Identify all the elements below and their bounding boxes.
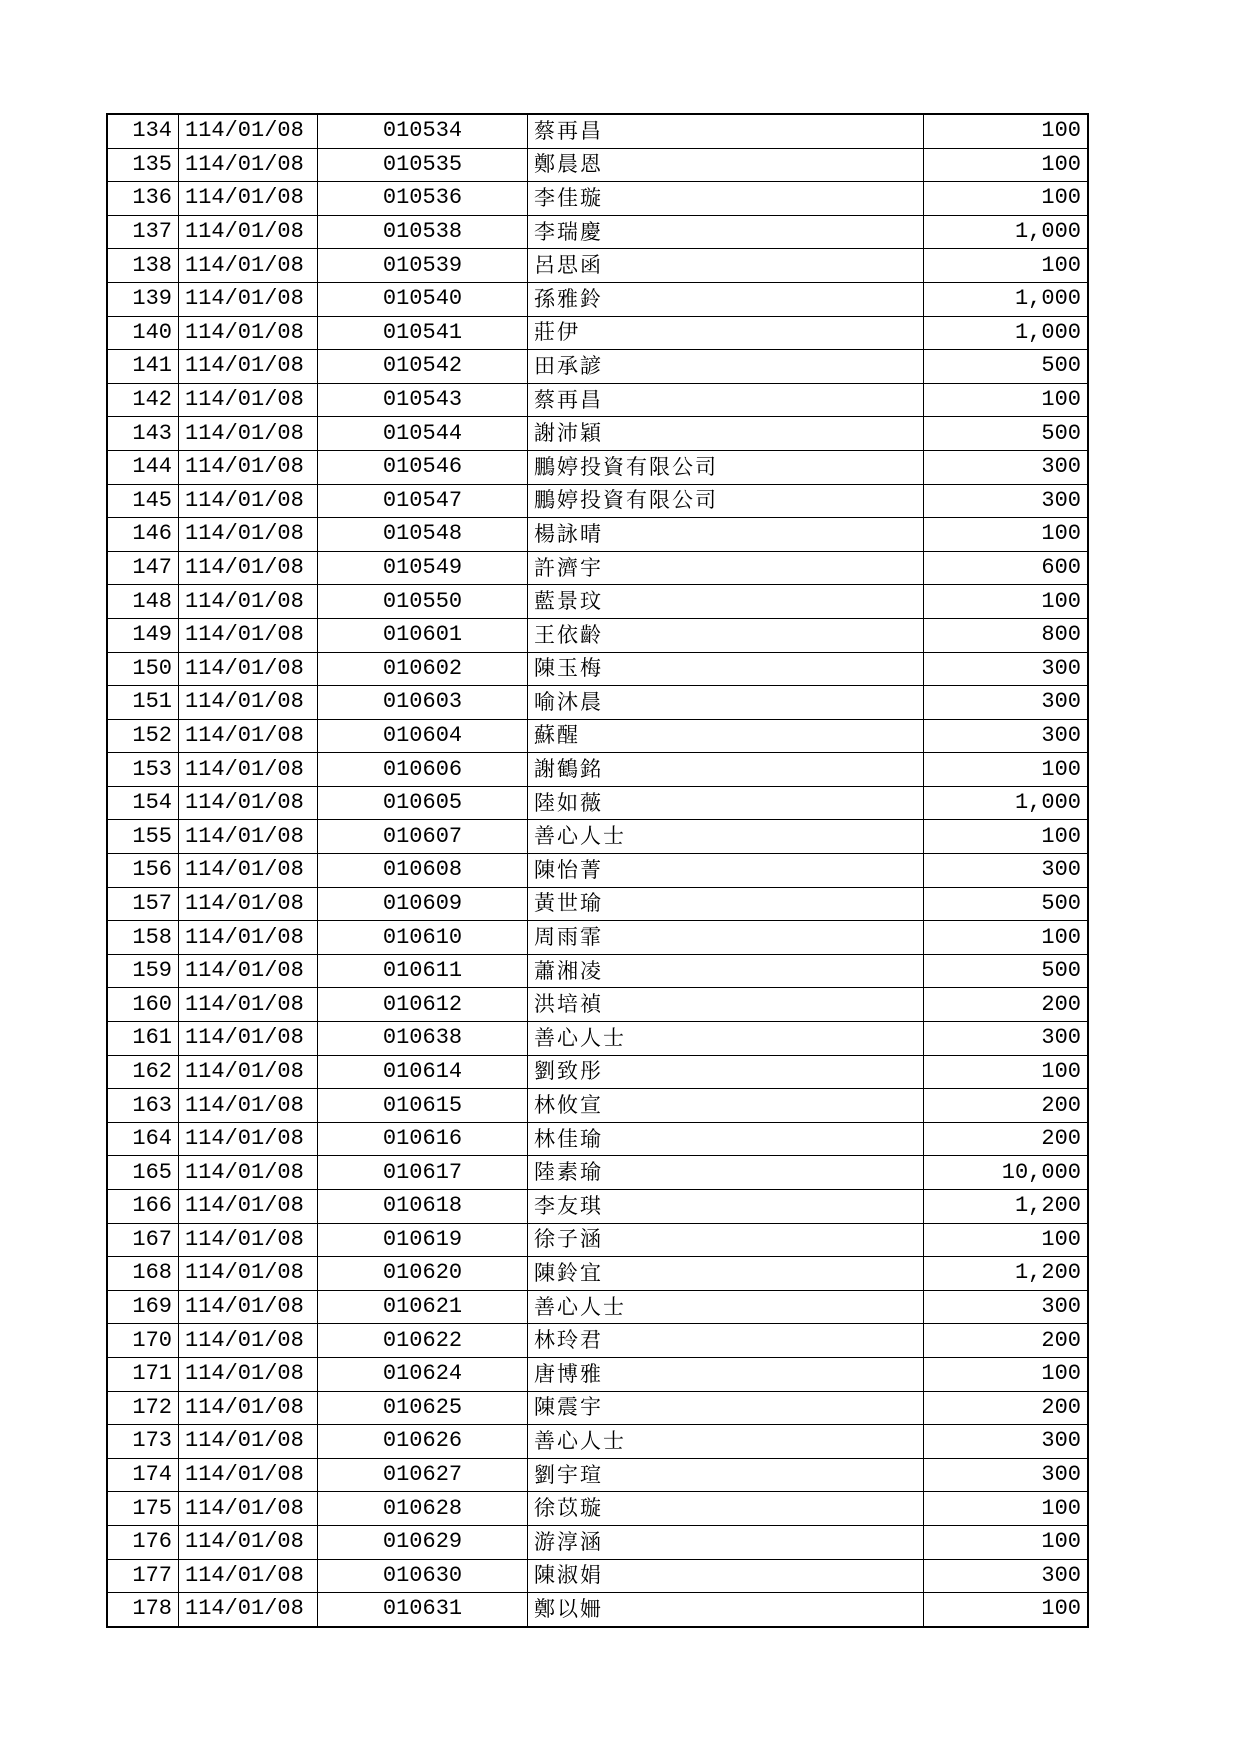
receipt-number-cell: 010614 (318, 1055, 528, 1089)
amount-cell: 500 (924, 954, 1089, 988)
row-number: 172 (107, 1391, 179, 1425)
receipt-number-cell: 010608 (318, 854, 528, 888)
receipt-number-cell: 010628 (318, 1492, 528, 1526)
receipt-number-cell: 010621 (318, 1290, 528, 1324)
date-cell: 114/01/08 (179, 1458, 318, 1492)
row-number: 174 (107, 1458, 179, 1492)
donor-name-cell: 蘇醒 (528, 719, 924, 753)
table-row (107, 383, 1088, 417)
receipt-number-cell: 010616 (318, 1122, 528, 1156)
table-row (107, 215, 1088, 249)
row-number: 150 (107, 652, 179, 686)
receipt-number-cell: 010611 (318, 954, 528, 988)
row-number: 153 (107, 753, 179, 787)
table-row (107, 1223, 1088, 1257)
date-cell: 114/01/08 (179, 182, 318, 216)
table-row (107, 1425, 1088, 1459)
receipt-number-cell: 010541 (318, 316, 528, 350)
donor-name-cell: 陳玉梅 (528, 652, 924, 686)
row-number: 173 (107, 1425, 179, 1459)
row-number: 152 (107, 719, 179, 753)
row-number: 135 (107, 148, 179, 182)
receipt-number-cell: 010612 (318, 988, 528, 1022)
donor-name-cell: 周雨霏 (528, 921, 924, 955)
row-number: 144 (107, 450, 179, 484)
row-number: 177 (107, 1559, 179, 1593)
date-cell: 114/01/08 (179, 820, 318, 854)
row-number: 162 (107, 1055, 179, 1089)
receipt-number-cell: 010629 (318, 1525, 528, 1559)
amount-cell: 200 (924, 1324, 1089, 1358)
table-row (107, 988, 1088, 1022)
row-number: 155 (107, 820, 179, 854)
receipt-number-cell: 010544 (318, 417, 528, 451)
table-row (107, 182, 1088, 216)
amount-cell: 300 (924, 1559, 1089, 1593)
amount-cell: 800 (924, 618, 1089, 652)
table-row (107, 484, 1088, 518)
table-row (107, 1525, 1088, 1559)
date-cell: 114/01/08 (179, 1525, 318, 1559)
donor-name-cell: 李友琪 (528, 1190, 924, 1224)
amount-cell: 300 (924, 1458, 1089, 1492)
receipt-number-cell: 010538 (318, 215, 528, 249)
date-cell: 114/01/08 (179, 618, 318, 652)
donor-name-cell: 劉致彤 (528, 1055, 924, 1089)
date-cell: 114/01/08 (179, 148, 318, 182)
row-number: 136 (107, 182, 179, 216)
donor-name-cell: 李佳璇 (528, 182, 924, 216)
date-cell: 114/01/08 (179, 484, 318, 518)
amount-cell: 100 (924, 383, 1089, 417)
amount-cell: 300 (924, 450, 1089, 484)
date-cell: 114/01/08 (179, 1559, 318, 1593)
receipt-number-cell: 010601 (318, 618, 528, 652)
row-number: 156 (107, 854, 179, 888)
receipt-number-cell: 010550 (318, 585, 528, 619)
donor-name-cell: 林玲君 (528, 1324, 924, 1358)
amount-cell: 10,000 (924, 1156, 1089, 1190)
amount-cell: 300 (924, 484, 1089, 518)
table-row (107, 1492, 1088, 1526)
table-row (107, 282, 1088, 316)
date-cell: 114/01/08 (179, 1593, 318, 1627)
receipt-number-cell: 010610 (318, 921, 528, 955)
table-row (107, 551, 1088, 585)
donor-name-cell: 洪培禎 (528, 988, 924, 1022)
table-row (107, 1290, 1088, 1324)
table-row (107, 686, 1088, 720)
receipt-number-cell: 010548 (318, 518, 528, 552)
receipt-number-cell: 010630 (318, 1559, 528, 1593)
donor-name-cell: 陸素瑜 (528, 1156, 924, 1190)
table-row (107, 1391, 1088, 1425)
receipt-number-cell: 010540 (318, 282, 528, 316)
receipt-number-cell: 010546 (318, 450, 528, 484)
date-cell: 114/01/08 (179, 1156, 318, 1190)
date-cell: 114/01/08 (179, 921, 318, 955)
table-row (107, 1593, 1088, 1627)
table-row (107, 954, 1088, 988)
amount-cell: 200 (924, 988, 1089, 1022)
row-number: 164 (107, 1122, 179, 1156)
donor-name-cell: 鵬婷投資有限公司 (528, 484, 924, 518)
date-cell: 114/01/08 (179, 518, 318, 552)
donor-name-cell: 楊詠晴 (528, 518, 924, 552)
amount-cell: 100 (924, 249, 1089, 283)
amount-cell: 1,000 (924, 786, 1089, 820)
amount-cell: 600 (924, 551, 1089, 585)
table-row (107, 1022, 1088, 1056)
receipt-number-cell: 010609 (318, 887, 528, 921)
table-row (107, 1324, 1088, 1358)
date-cell: 114/01/08 (179, 316, 318, 350)
date-cell: 114/01/08 (179, 719, 318, 753)
donor-name-cell: 田承諺 (528, 350, 924, 384)
donor-name-cell: 鵬婷投資有限公司 (528, 450, 924, 484)
amount-cell: 300 (924, 1425, 1089, 1459)
row-number: 178 (107, 1593, 179, 1627)
amount-cell: 100 (924, 518, 1089, 552)
donation-table (106, 113, 1089, 1628)
amount-cell: 100 (924, 1223, 1089, 1257)
donation-rows (107, 114, 1088, 1627)
row-number: 163 (107, 1089, 179, 1123)
date-cell: 114/01/08 (179, 450, 318, 484)
date-cell: 114/01/08 (179, 1357, 318, 1391)
amount-cell: 100 (924, 1492, 1089, 1526)
row-number: 149 (107, 618, 179, 652)
table-row (107, 820, 1088, 854)
row-number: 171 (107, 1357, 179, 1391)
receipt-number-cell: 010638 (318, 1022, 528, 1056)
receipt-number-cell: 010535 (318, 148, 528, 182)
table-row (107, 518, 1088, 552)
date-cell: 114/01/08 (179, 215, 318, 249)
donor-name-cell: 徐子涵 (528, 1223, 924, 1257)
receipt-number-cell: 010627 (318, 1458, 528, 1492)
date-cell: 114/01/08 (179, 282, 318, 316)
donor-name-cell: 善心人士 (528, 820, 924, 854)
table-row (107, 753, 1088, 787)
donor-name-cell: 謝沛穎 (528, 417, 924, 451)
donor-name-cell: 王依齡 (528, 618, 924, 652)
table-row (107, 1458, 1088, 1492)
row-number: 161 (107, 1022, 179, 1056)
amount-cell: 1,000 (924, 282, 1089, 316)
row-number: 140 (107, 316, 179, 350)
date-cell: 114/01/08 (179, 786, 318, 820)
date-cell: 114/01/08 (179, 1492, 318, 1526)
amount-cell: 200 (924, 1089, 1089, 1123)
date-cell: 114/01/08 (179, 1391, 318, 1425)
receipt-number-cell: 010624 (318, 1357, 528, 1391)
row-number: 138 (107, 249, 179, 283)
date-cell: 114/01/08 (179, 350, 318, 384)
donor-name-cell: 唐博雅 (528, 1357, 924, 1391)
table-row (107, 316, 1088, 350)
row-number: 139 (107, 282, 179, 316)
table-row (107, 114, 1088, 148)
row-number: 170 (107, 1324, 179, 1358)
receipt-number-cell: 010625 (318, 1391, 528, 1425)
table-row (107, 1055, 1088, 1089)
date-cell: 114/01/08 (179, 1055, 318, 1089)
table-row (107, 719, 1088, 753)
date-cell: 114/01/08 (179, 854, 318, 888)
receipt-number-cell: 010604 (318, 719, 528, 753)
date-cell: 114/01/08 (179, 249, 318, 283)
amount-cell: 100 (924, 820, 1089, 854)
receipt-number-cell: 010534 (318, 114, 528, 148)
table-row (107, 585, 1088, 619)
donor-name-cell: 孫雅鈴 (528, 282, 924, 316)
amount-cell: 300 (924, 652, 1089, 686)
table-row (107, 417, 1088, 451)
table-row (107, 1559, 1088, 1593)
receipt-number-cell: 010542 (318, 350, 528, 384)
date-cell: 114/01/08 (179, 383, 318, 417)
row-number: 143 (107, 417, 179, 451)
date-cell: 114/01/08 (179, 753, 318, 787)
amount-cell: 300 (924, 1290, 1089, 1324)
row-number: 145 (107, 484, 179, 518)
amount-cell: 300 (924, 854, 1089, 888)
donor-name-cell: 李瑞慶 (528, 215, 924, 249)
amount-cell: 100 (924, 753, 1089, 787)
row-number: 158 (107, 921, 179, 955)
donor-name-cell: 呂思函 (528, 249, 924, 283)
amount-cell: 300 (924, 1022, 1089, 1056)
amount-cell: 1,200 (924, 1190, 1089, 1224)
receipt-number-cell: 010549 (318, 551, 528, 585)
receipt-number-cell: 010631 (318, 1593, 528, 1627)
donor-name-cell: 蕭湘凌 (528, 954, 924, 988)
receipt-number-cell: 010607 (318, 820, 528, 854)
row-number: 176 (107, 1525, 179, 1559)
row-number: 141 (107, 350, 179, 384)
date-cell: 114/01/08 (179, 1122, 318, 1156)
date-cell: 114/01/08 (179, 417, 318, 451)
amount-cell: 100 (924, 1055, 1089, 1089)
table-row (107, 1190, 1088, 1224)
donor-name-cell: 喻沐晨 (528, 686, 924, 720)
receipt-number-cell: 010547 (318, 484, 528, 518)
donor-name-cell: 陳淑娟 (528, 1559, 924, 1593)
row-number: 166 (107, 1190, 179, 1224)
receipt-number-cell: 010543 (318, 383, 528, 417)
table-row (107, 1257, 1088, 1291)
row-number: 148 (107, 585, 179, 619)
date-cell: 114/01/08 (179, 1324, 318, 1358)
amount-cell: 1,000 (924, 316, 1089, 350)
row-number: 159 (107, 954, 179, 988)
amount-cell: 100 (924, 1357, 1089, 1391)
row-number: 147 (107, 551, 179, 585)
donor-name-cell: 游淳涵 (528, 1525, 924, 1559)
receipt-number-cell: 010618 (318, 1190, 528, 1224)
amount-cell: 300 (924, 719, 1089, 753)
donor-name-cell: 藍景玟 (528, 585, 924, 619)
row-number: 169 (107, 1290, 179, 1324)
date-cell: 114/01/08 (179, 1022, 318, 1056)
date-cell: 114/01/08 (179, 1089, 318, 1123)
date-cell: 114/01/08 (179, 1190, 318, 1224)
donor-name-cell: 林攸宣 (528, 1089, 924, 1123)
amount-cell: 100 (924, 585, 1089, 619)
donor-name-cell: 黃世瑜 (528, 887, 924, 921)
donor-name-cell: 鄭以姍 (528, 1593, 924, 1627)
row-number: 160 (107, 988, 179, 1022)
table-row (107, 350, 1088, 384)
date-cell: 114/01/08 (179, 686, 318, 720)
donor-name-cell: 蔡再昌 (528, 383, 924, 417)
row-number: 142 (107, 383, 179, 417)
amount-cell: 100 (924, 182, 1089, 216)
date-cell: 114/01/08 (179, 585, 318, 619)
receipt-number-cell: 010539 (318, 249, 528, 283)
amount-cell: 1,000 (924, 215, 1089, 249)
row-number: 157 (107, 887, 179, 921)
amount-cell: 100 (924, 114, 1089, 148)
table-row (107, 652, 1088, 686)
table-row (107, 618, 1088, 652)
amount-cell: 100 (924, 921, 1089, 955)
row-number: 165 (107, 1156, 179, 1190)
amount-cell: 500 (924, 887, 1089, 921)
donor-name-cell: 蔡再昌 (528, 114, 924, 148)
receipt-number-cell: 010620 (318, 1257, 528, 1291)
donor-name-cell: 林佳瑜 (528, 1122, 924, 1156)
donor-name-cell: 陳怡菁 (528, 854, 924, 888)
donor-name-cell: 劉宇瑄 (528, 1458, 924, 1492)
donor-name-cell: 莊伊 (528, 316, 924, 350)
date-cell: 114/01/08 (179, 1425, 318, 1459)
amount-cell: 100 (924, 1525, 1089, 1559)
amount-cell: 500 (924, 350, 1089, 384)
table-row (107, 1357, 1088, 1391)
date-cell: 114/01/08 (179, 1223, 318, 1257)
receipt-number-cell: 010605 (318, 786, 528, 820)
receipt-number-cell: 010606 (318, 753, 528, 787)
row-number: 146 (107, 518, 179, 552)
donor-name-cell: 善心人士 (528, 1022, 924, 1056)
amount-cell: 100 (924, 148, 1089, 182)
row-number: 151 (107, 686, 179, 720)
row-number: 137 (107, 215, 179, 249)
row-number: 167 (107, 1223, 179, 1257)
row-number: 154 (107, 786, 179, 820)
receipt-number-cell: 010536 (318, 182, 528, 216)
row-number: 175 (107, 1492, 179, 1526)
date-cell: 114/01/08 (179, 114, 318, 148)
table-row (107, 148, 1088, 182)
date-cell: 114/01/08 (179, 954, 318, 988)
amount-cell: 1,200 (924, 1257, 1089, 1291)
row-number: 168 (107, 1257, 179, 1291)
donor-name-cell: 善心人士 (528, 1290, 924, 1324)
table-row (107, 887, 1088, 921)
donor-name-cell: 徐苡璇 (528, 1492, 924, 1526)
donor-name-cell: 陳鈴宜 (528, 1257, 924, 1291)
row-number: 134 (107, 114, 179, 148)
amount-cell: 200 (924, 1391, 1089, 1425)
table-row (107, 1156, 1088, 1190)
receipt-number-cell: 010626 (318, 1425, 528, 1459)
donor-name-cell: 許濟宇 (528, 551, 924, 585)
receipt-number-cell: 010622 (318, 1324, 528, 1358)
date-cell: 114/01/08 (179, 652, 318, 686)
table-row (107, 786, 1088, 820)
receipt-number-cell: 010619 (318, 1223, 528, 1257)
table-row (107, 450, 1088, 484)
amount-cell: 100 (924, 1593, 1089, 1627)
table-row (107, 854, 1088, 888)
donor-name-cell: 鄭晨恩 (528, 148, 924, 182)
date-cell: 114/01/08 (179, 988, 318, 1022)
table-row (107, 249, 1088, 283)
amount-cell: 200 (924, 1122, 1089, 1156)
date-cell: 114/01/08 (179, 887, 318, 921)
date-cell: 114/01/08 (179, 1257, 318, 1291)
date-cell: 114/01/08 (179, 1290, 318, 1324)
amount-cell: 300 (924, 686, 1089, 720)
table-row (107, 1089, 1088, 1123)
donor-name-cell: 謝鶴銘 (528, 753, 924, 787)
date-cell: 114/01/08 (179, 551, 318, 585)
donor-name-cell: 善心人士 (528, 1425, 924, 1459)
donor-name-cell: 陸如薇 (528, 786, 924, 820)
receipt-number-cell: 010603 (318, 686, 528, 720)
receipt-number-cell: 010617 (318, 1156, 528, 1190)
donor-name-cell: 陳震宇 (528, 1391, 924, 1425)
amount-cell: 500 (924, 417, 1089, 451)
receipt-number-cell: 010602 (318, 652, 528, 686)
receipt-number-cell: 010615 (318, 1089, 528, 1123)
table-row (107, 1122, 1088, 1156)
table-row (107, 921, 1088, 955)
